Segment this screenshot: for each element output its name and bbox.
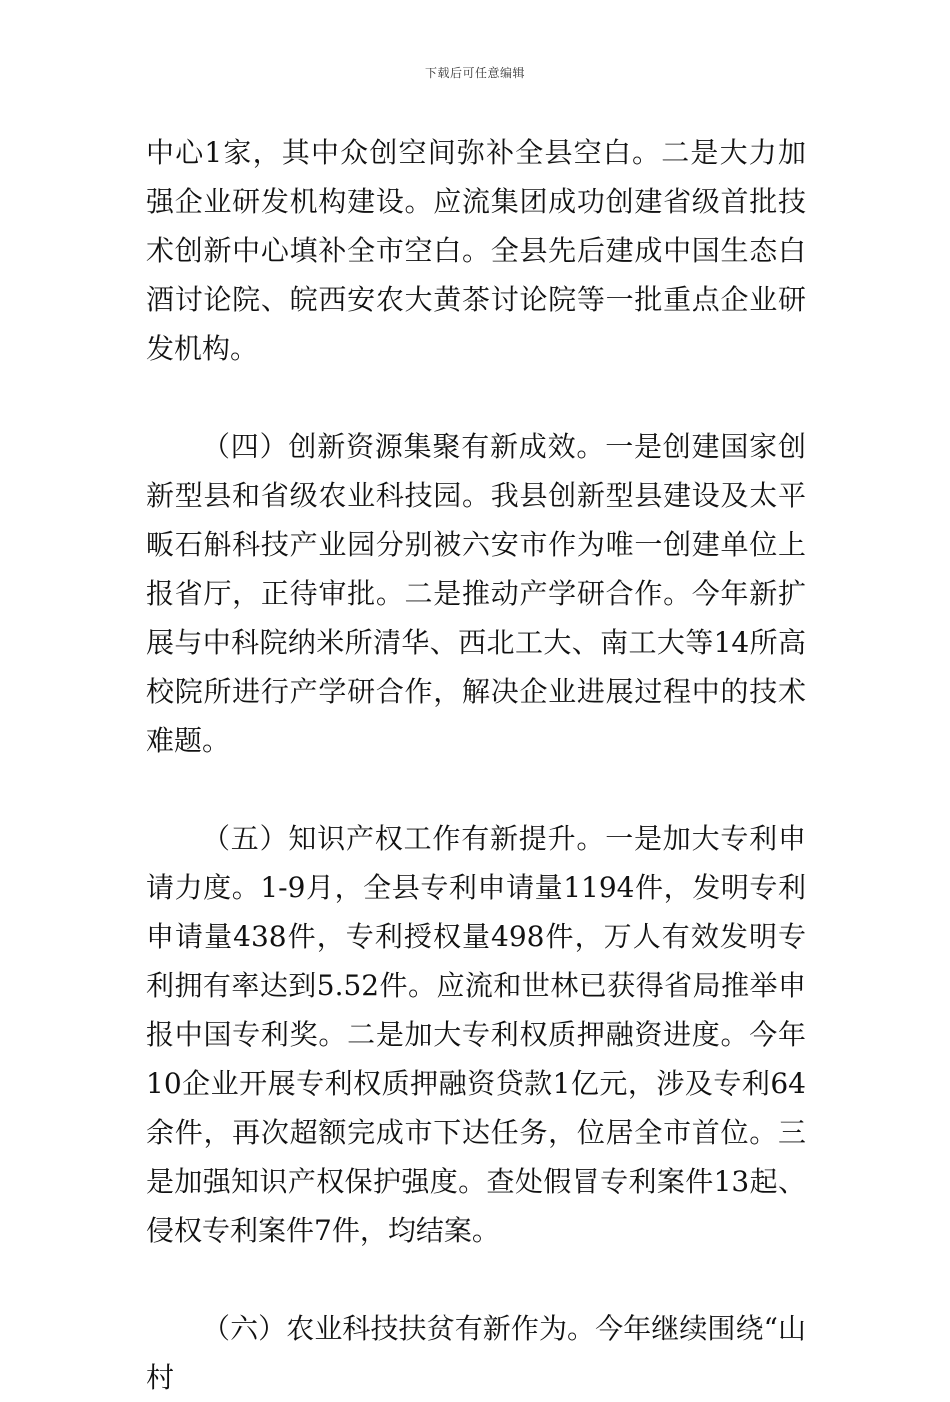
paragraph-section-four: （四）创新资源集聚有新成效。一是创建国家创新型县和省级农业科技园。我县创新型县建设及太平畈石斛科技产业园分别被六安市作为唯一创建单位上报省厅，正待审批。二是推动产学研合作。今年新扩展与中科院纳米所清华、西北工大、南工大等14所高校院所进行产学研合作，解决企业进展过程中的技术难题。 [146, 430, 806, 757]
paragraph-gap [146, 1255, 806, 1304]
paragraph-section-five: （五）知识产权工作有新提升。一是加大专利申请力度。1-9月，全县专利申请量1194件，发明专利申请量438件，专利授权量498件，万人有效发明专利拥有率达到5.52件。应流和世林已获得省局推举申报中国专利奖。二是加大专利权质押融资进度。今年10企业开展专利权质押融资贷款1亿元，涉及专利64余件，再次超额完成市下达任务，位居全市首位。三是加强知识产权保护强度。查处假冒专利案件13起、侵权专利案件7件，均结案。 [146, 822, 806, 1247]
paragraph-continuation: 中心1家，其中众创空间弥补全县空白。二是大力加强企业研发机构建设。应流集团成功创建省级首批技术创新中心填补全市空白。全县先后建成中国生态白酒讨论院、皖西安农大黄茶讨论院等一批重点企业研发机构。 [146, 136, 806, 365]
page-header-note: 下载后可任意编辑 [424, 66, 525, 80]
document-body [146, 128, 806, 1402]
paragraph-gap [146, 765, 806, 814]
paragraph-section-six: （六）农业科技扶贫有新作为。今年继续围绕“山村 [146, 1312, 806, 1394]
paragraph-gap [146, 373, 806, 422]
